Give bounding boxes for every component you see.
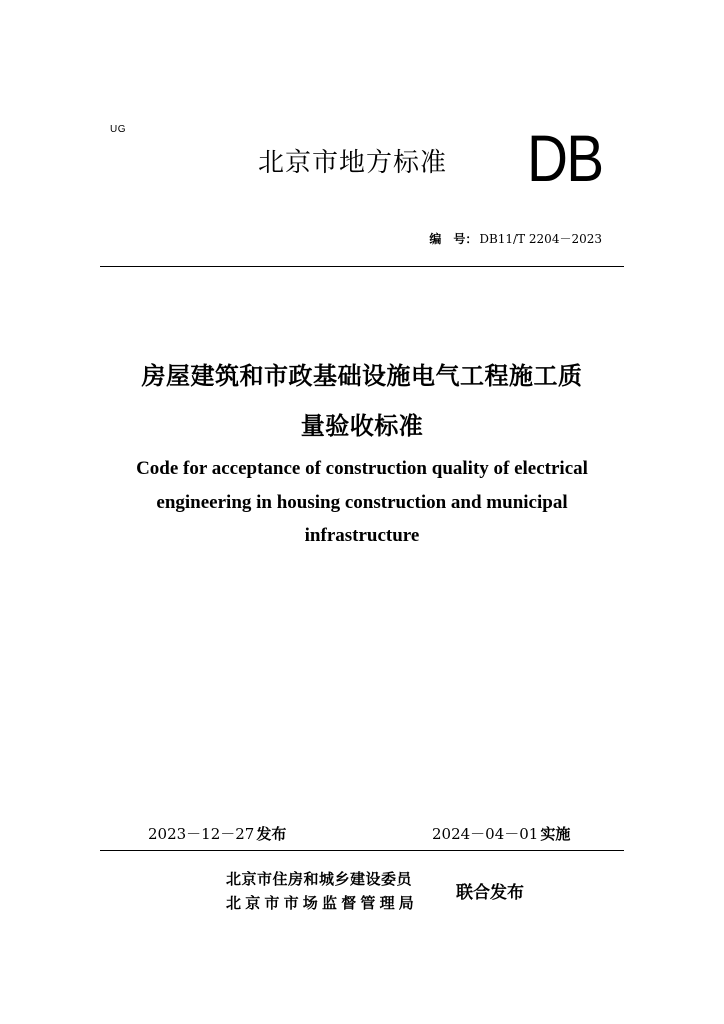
joint-issue-label: 联合发布 bbox=[456, 883, 524, 903]
db-logo: DB bbox=[527, 121, 603, 195]
issue-date-suffix: 发布 bbox=[256, 825, 287, 843]
top-divider bbox=[100, 266, 624, 267]
title-cn-line2: 量验收标准 bbox=[300, 412, 424, 440]
standard-number bbox=[429, 230, 602, 247]
issue-date bbox=[148, 823, 286, 844]
issuer-line2: 北京市市场监督管理局 bbox=[226, 894, 419, 912]
implement-date bbox=[432, 823, 570, 844]
issuer-line1: 北京市住房和城乡建设委员 bbox=[226, 870, 413, 888]
implement-date-suffix: 实施 bbox=[540, 825, 571, 843]
title-en-line1: Code for acceptance of construction quality of electrical bbox=[136, 458, 588, 479]
issue-date-value: 2023－12－27 bbox=[148, 825, 255, 843]
standard-category: 北京市地方标准 bbox=[258, 148, 448, 178]
bottom-divider bbox=[100, 850, 624, 851]
standard-number-label: 编 号： bbox=[429, 232, 478, 246]
title-cn-line1: 房屋建筑和市政基础设施电气工程施工质 bbox=[141, 362, 583, 390]
standard-number-value: DB11/T 2204－2023 bbox=[479, 232, 602, 246]
title-en-line2: engineering in housing construction and municipal bbox=[156, 492, 568, 513]
ics-code: UG bbox=[110, 124, 126, 135]
implement-date-value: 2024－04－01 bbox=[432, 825, 539, 843]
title-en-line3: infrastructure bbox=[304, 525, 420, 546]
